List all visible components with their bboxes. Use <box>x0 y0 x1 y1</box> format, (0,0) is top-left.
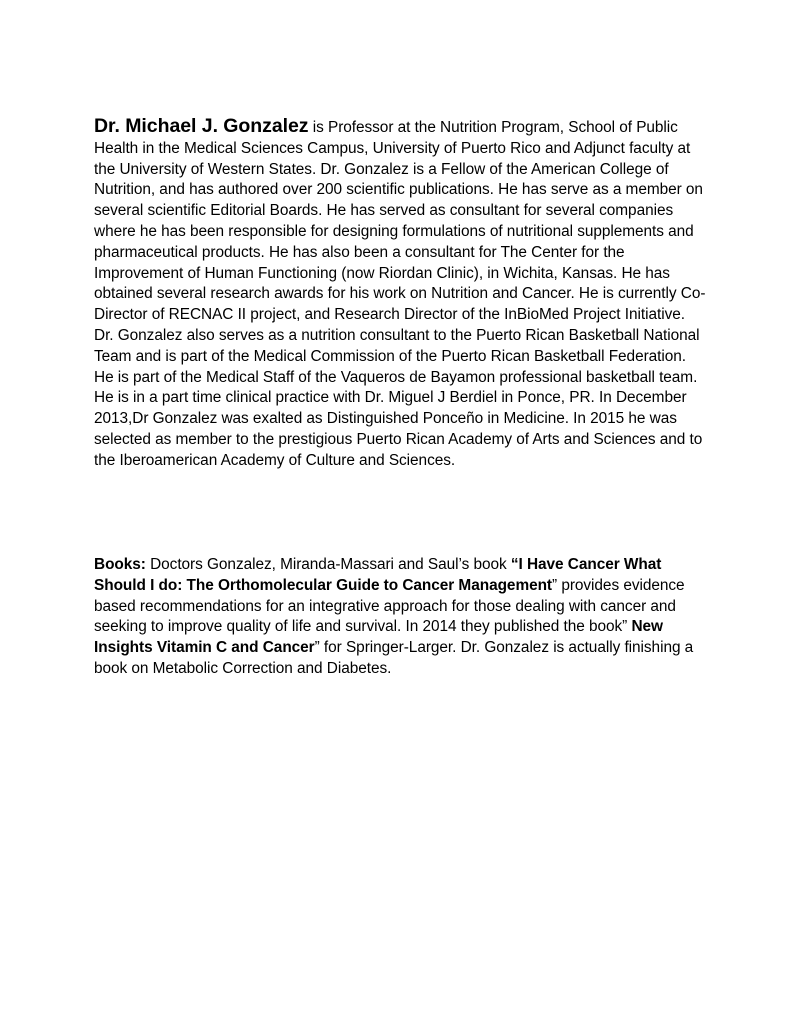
books-text-middle: ” provides evidence based recommendations for an integrative approach for those dealing with cancer and seeking to improve quality of life and survival. In 2014 they published the book” <box>94 576 685 636</box>
author-name: Dr. Michael J. Gonzalez <box>94 115 309 137</box>
biography-text: is Professor at the Nutrition Program, School of Public Health in the Medical Sciences Campus, University of Puerto Rico and Adjunct faculty at the University of Western States. Dr. Gonzalez is a Fellow of the American College of Nutrition, and has authored over 200 scientific publications. He has serve as a member on several scientific Editorial Boards. He has served as consultant for several companies where he has been responsible for designing formulations of nutritional supplements and pharmaceutical products. He has also been a consultant for The Center for the Improvement of Human Functioning (now Riordan Clinic), in Wichita, Kansas. He has obtained several research awards for his work on Nutrition and Cancer. He is currently Co- Director of RECNAC II project, and Research Director of the InBioMed Project Initiative. Dr. Gonzalez also serves as a nutrition consultant to the Puerto Rican Basketball National Team and is part of the Medical Commission of the Puerto Rican Basketball Federation. He is part of the Medical Staff of the Vaqueros de Bayamon professional basketball team. He is in a part time clinical practice with Dr. Miguel J Berdiel in Ponce, PR. In December 2013,Dr Gonzalez was exalted as Distinguished Ponceño in Medicine. In 2015 he was selected as member to the prestigious Puerto Rican Academy of Arts and Sciences and to the Iberoamerican Academy of Culture and Sciences. <box>94 119 706 469</box>
books-text-end: ” for Springer-Larger. Dr. Gonzalez is actually finishing a book on Metabolic Correction and Diabetes. <box>94 639 694 677</box>
biography-paragraph <box>94 116 706 472</box>
books-paragraph <box>94 555 706 680</box>
books-label: Books: <box>94 556 146 573</box>
book-title-cancer-guide: “I Have Cancer What Should I do: The Orthomolecular Guide to Cancer Management <box>94 556 662 594</box>
book-title-vitamin-c: New Insights Vitamin C and Cancer <box>94 618 663 657</box>
books-text-intro: Doctors Gonzalez, Miranda-Massari and Saul’s book <box>145 556 511 573</box>
